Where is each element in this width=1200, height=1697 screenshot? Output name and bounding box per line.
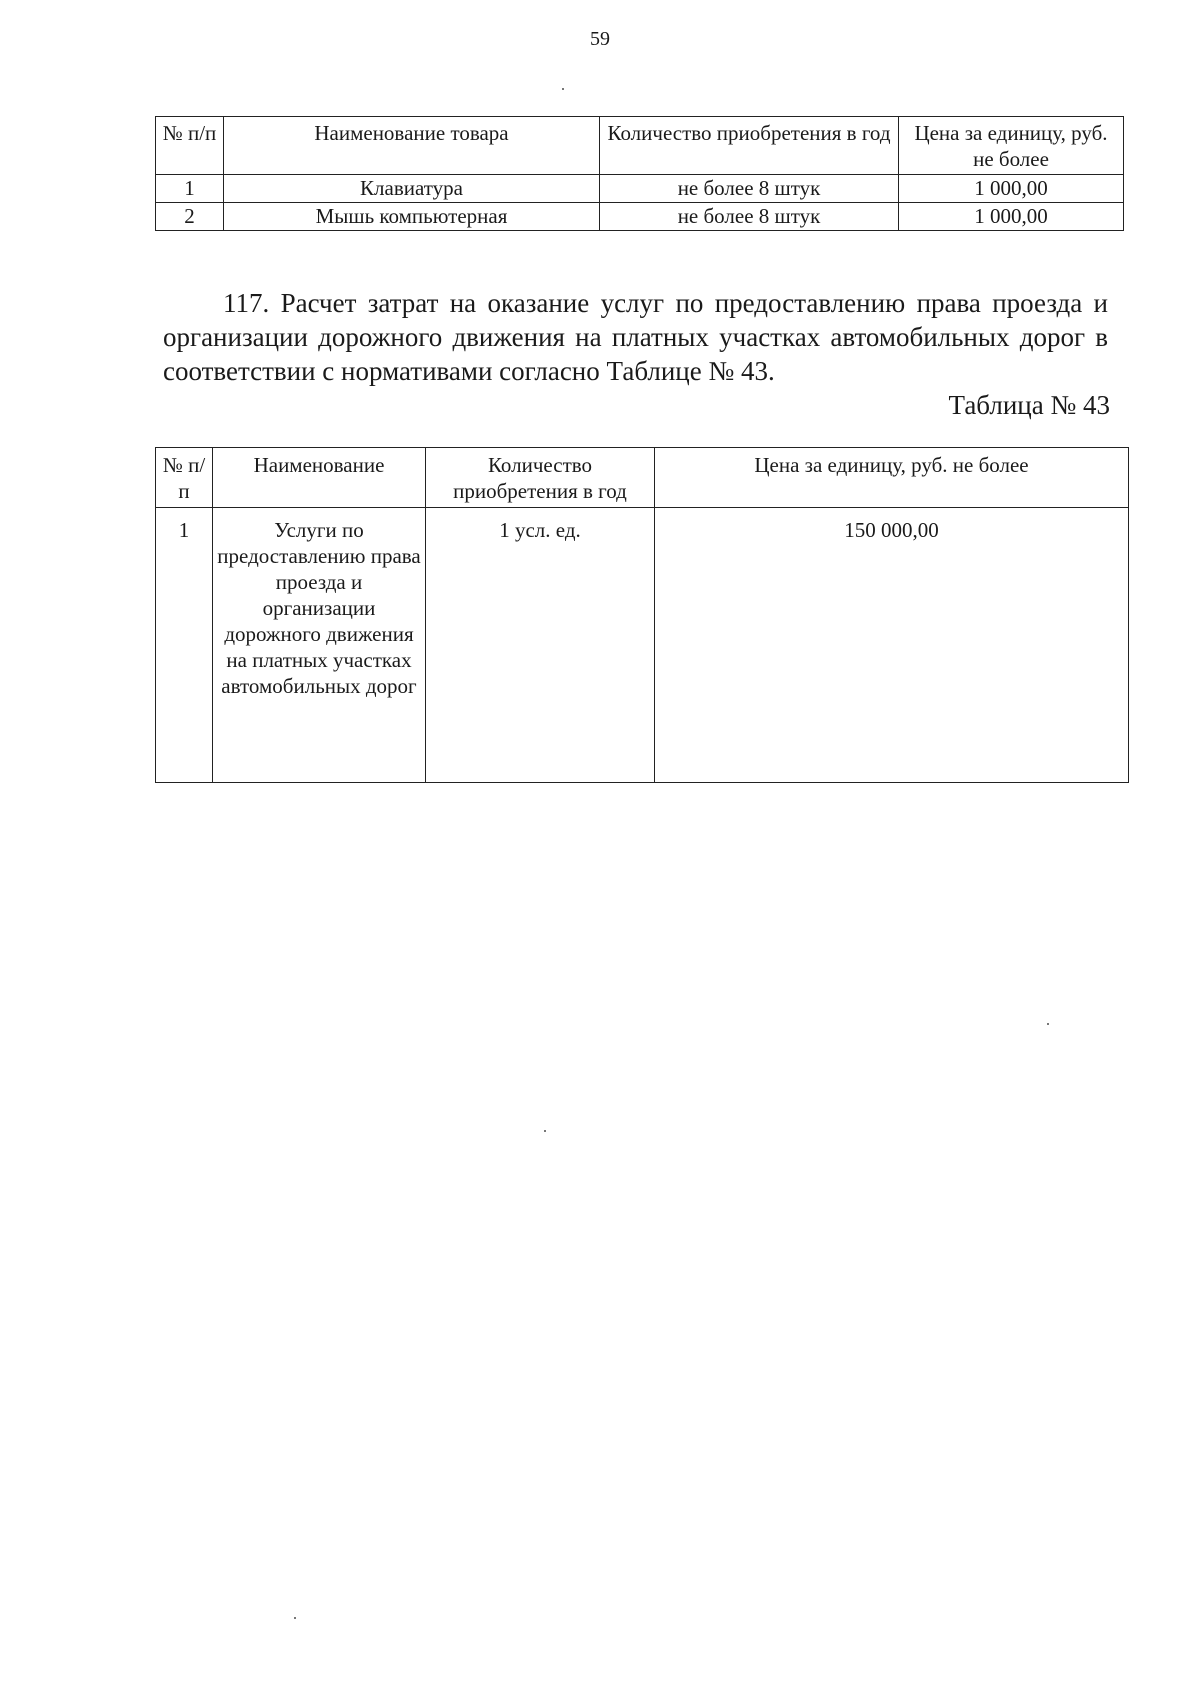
table-header-row	[156, 448, 1129, 508]
table-row	[156, 508, 1129, 783]
table-row	[156, 175, 1124, 203]
cell-quantity: не более 8 штук	[600, 175, 899, 203]
cell-number: 1	[156, 508, 213, 783]
header-cell-quantity: Количество приобретения в год	[426, 448, 655, 508]
cell-name: Услуги по предоставлению права проезда и организации дорожного движения на платных участках автомобильных дорог	[213, 508, 426, 783]
header-cell-number: № п/п	[156, 448, 213, 508]
cell-quantity: не более 8 штук	[600, 203, 899, 231]
header-cell-name: Наименование товара	[224, 117, 600, 175]
cell-price: 1 000,00	[899, 175, 1124, 203]
table-caption: Таблица № 43	[948, 390, 1110, 420]
scan-speck	[544, 1130, 546, 1132]
header-cell-price: Цена за единицу, руб. не более	[899, 117, 1124, 175]
scan-speck	[1047, 1023, 1049, 1025]
cell-name: Клавиатура	[224, 175, 600, 203]
header-cell-name: Наименование	[213, 448, 426, 508]
cell-name: Мышь компьютерная	[224, 203, 600, 231]
section-117-paragraph: 117. Расчет затрат на оказание услуг по предоставлению права проезда и организации дорожного движения на платных участках автомобильных дорог в соответствии с нормативами согласно Таблице № 43.	[163, 288, 1108, 386]
header-cell-number: № п/п	[156, 117, 224, 175]
table-row	[156, 203, 1124, 231]
header-cell-price: Цена за единицу, руб. не более	[655, 448, 1129, 508]
table-header-row	[156, 117, 1124, 175]
services-table	[155, 447, 1129, 783]
header-cell-quantity: Количество приобретения в год	[600, 117, 899, 175]
cell-price: 1 000,00	[899, 203, 1124, 231]
cell-number: 2	[156, 203, 224, 231]
scan-speck	[294, 1617, 296, 1619]
cell-quantity: 1 усл. ед.	[426, 508, 655, 783]
cell-number: 1	[156, 175, 224, 203]
products-table	[155, 116, 1124, 231]
page-number: 59	[590, 28, 610, 50]
cell-price: 150 000,00	[655, 508, 1129, 783]
scan-speck	[562, 88, 564, 90]
